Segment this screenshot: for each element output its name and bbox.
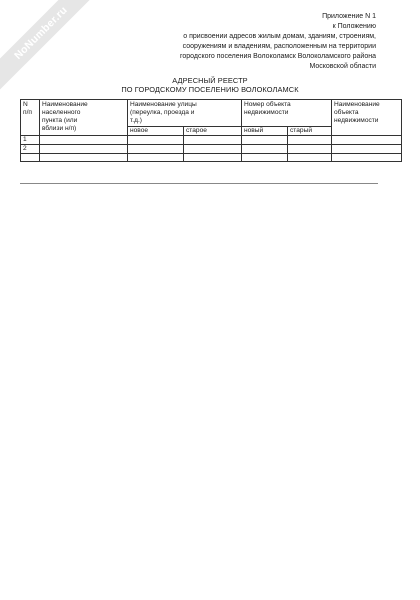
table-cell <box>242 154 288 162</box>
table-cell <box>288 145 332 154</box>
table-header-row <box>21 100 402 127</box>
subheader-street-old: старое <box>184 127 242 136</box>
table-cell <box>288 136 332 145</box>
appendix-line: сооружениям и владениям, расположенным на территории <box>182 43 376 50</box>
header-cell-object-name: Наименование объекта недвижимости <box>332 100 402 136</box>
address-registry-table <box>20 99 402 162</box>
header-cell-locality: Наименование населенного пункта (или вблизи н/п) <box>40 100 128 136</box>
subheader-street-new: новое <box>128 127 184 136</box>
table-cell <box>242 136 288 145</box>
title-line-1: АДРЕСНЫЙ РЕЕСТР <box>172 76 248 85</box>
row-number-cell: 2 <box>21 145 40 154</box>
table-cell <box>242 145 288 154</box>
header-cell-number: N п/п <box>21 100 40 136</box>
table-cell <box>288 154 332 162</box>
appendix-line: Московской области <box>309 63 376 70</box>
table-row <box>21 136 402 145</box>
table-cell <box>332 154 402 162</box>
subheader-object-old: старый <box>288 127 332 136</box>
row-number-cell <box>21 154 40 162</box>
table-cell <box>184 154 242 162</box>
table-cell <box>128 145 184 154</box>
table-cell <box>332 145 402 154</box>
table-cell <box>40 145 128 154</box>
appendix-line: городского поселения Волоколамск Волоколамского района <box>179 53 376 60</box>
table-cell <box>128 136 184 145</box>
appendix-line: к Положению <box>332 23 376 30</box>
subheader-object-new: новый <box>242 127 288 136</box>
header-cell-street: Наименование улицы (переулка, проезда и т.д.) <box>128 100 242 127</box>
appendix-line: Приложение N 1 <box>322 13 376 20</box>
table-cell <box>332 136 402 145</box>
header-cell-object-number: Номер объекта недвижимости <box>242 100 332 127</box>
row-number-cell: 1 <box>21 136 40 145</box>
table-cell <box>184 145 242 154</box>
table-cell <box>40 136 128 145</box>
appendix-header <box>116 12 376 72</box>
horizontal-divider <box>20 183 378 184</box>
table-cell <box>128 154 184 162</box>
table-row <box>21 145 402 154</box>
title-line-2: ПО ГОРОДСКОМУ ПОСЕЛЕНИЮ ВОЛОКОЛАМСК <box>121 85 299 94</box>
table-row <box>21 154 402 162</box>
table-cell <box>40 154 128 162</box>
document-title <box>0 76 420 94</box>
watermark-text: NoNumber.ru <box>12 4 70 62</box>
appendix-line: о присвоении адресов жилым домам, зданиям, строениям, <box>183 33 376 40</box>
table-cell <box>184 136 242 145</box>
